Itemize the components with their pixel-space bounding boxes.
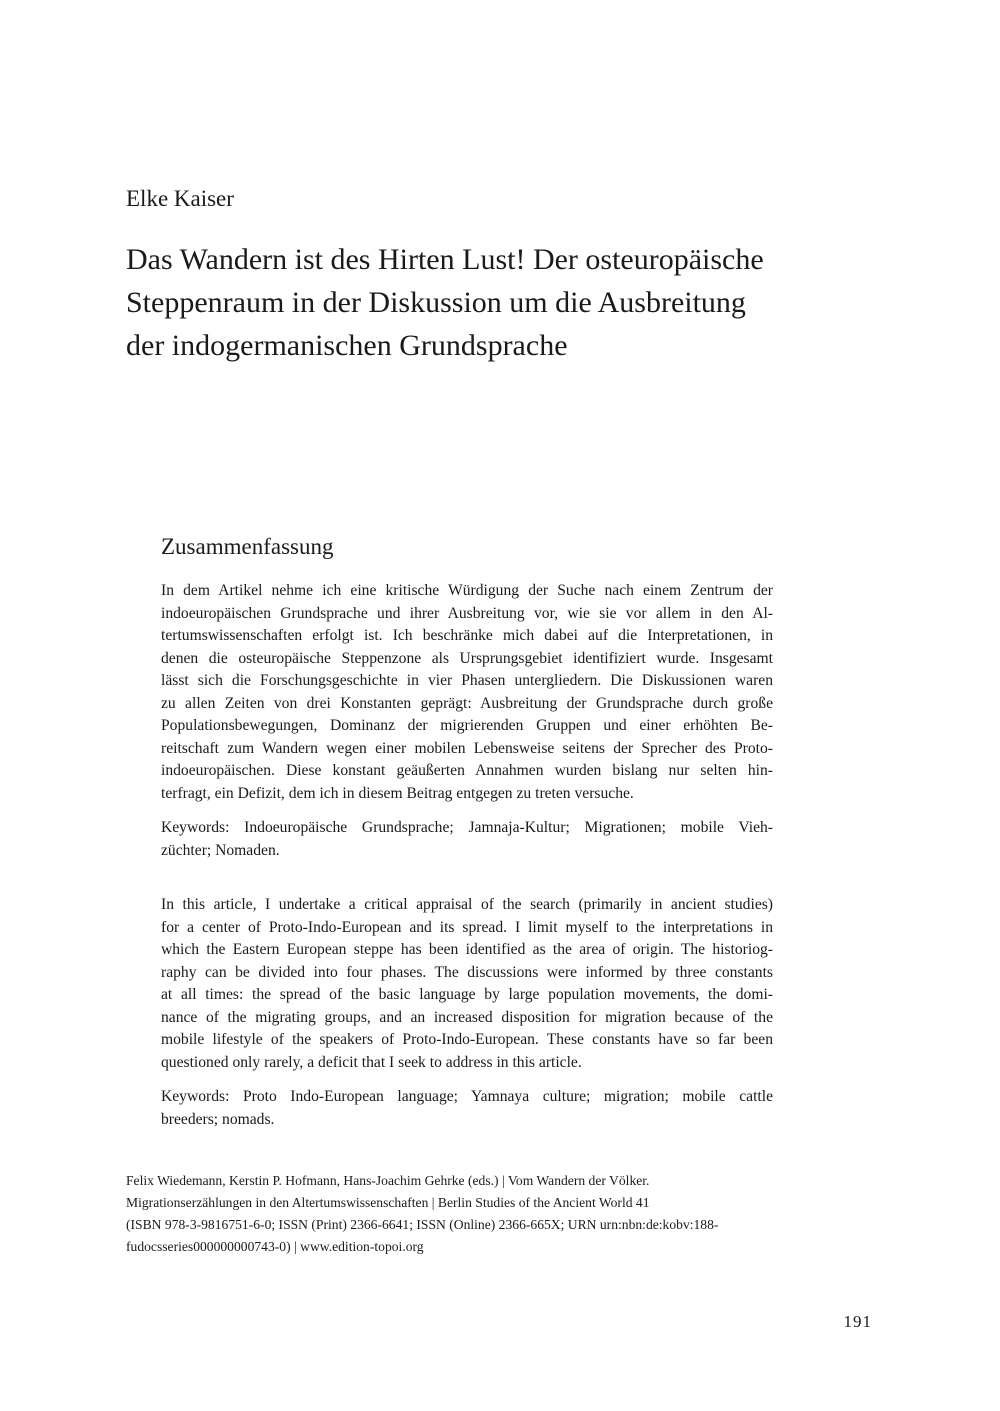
text-line: raphy can be divided into four phases. The discussions were informed by three constants <box>161 963 773 981</box>
german-keywords <box>161 817 773 862</box>
english-keywords <box>161 1086 773 1131</box>
english-abstract <box>161 894 773 1074</box>
text-line: lässt sich die Forschungsgeschichte in vier Phasen untergliedern. Die Diskussionen waren <box>161 672 773 689</box>
title-line: Steppenraum in der Diskussion um die Ausbreitung <box>126 286 746 319</box>
article-title <box>126 238 886 367</box>
text-line: which the Eastern European steppe has been identified as the area of origin. The historiog- <box>161 941 773 958</box>
text-line: at all times: the spread of the basic language by large population movements, the domi- <box>161 986 773 1003</box>
text-line: denen die osteuropäische Steppenzone als Ursprungsgebiet identifiziert wurde. Insgesamt <box>161 649 773 667</box>
text-line: indoeuropäischen Grundsprache und ihrer Ausbreitung vor, wie sie vor allem in den Al- <box>161 604 773 622</box>
title-line: Das Wandern ist des Hirten Lust! Der osteuropäische <box>126 243 764 276</box>
text-line: züchter; Nomaden. <box>161 841 280 859</box>
text-line: zu allen Zeiten von drei Konstanten geprägt: Ausbreitung der Grundsprache durch große <box>161 694 773 712</box>
text-line: questioned only rarely, a deficit that I seek to address in this article. <box>161 1053 582 1071</box>
text-line: terfragt, ein Defizit, dem ich in diesem Beitrag entgegen zu treten versuche. <box>161 784 634 802</box>
text-line: for a center of Proto-Indo-European and its spread. I limit myself to the interpretations in <box>161 918 773 936</box>
text-line: Keywords: Proto Indo-European language; Yamnaya culture; migration; mobile cattle <box>161 1088 773 1105</box>
text-line: mobile lifestyle of the speakers of Proto-Indo-European. These constants have so far been <box>161 1031 773 1048</box>
abstract-section <box>161 532 773 1131</box>
citation-footer <box>126 1170 786 1258</box>
text-line: tertumswissenschaften erfolgt ist. Ich beschränke mich dabei auf die Interpretationen, in <box>161 627 773 644</box>
german-abstract <box>161 580 773 805</box>
text-line: nance of the migrating groups, and an increased disposition for migration because of the <box>161 1008 773 1026</box>
abstract-heading: Zusammenfassung <box>161 534 334 559</box>
page-number: 191 <box>843 1312 872 1331</box>
text-line: Felix Wiedemann, Kerstin P. Hofmann, Hans-Joachim Gehrke (eds.) | Vom Wandern der Völker. <box>126 1173 650 1188</box>
text-line: indoeuropäischen. Diese konstant geäußerten Annahmen wurden bislang nur selten hin- <box>161 762 773 779</box>
text-line: fudocsseries000000000743-0) | www.edition-topoi.org <box>126 1239 424 1254</box>
title-line: der indogermanischen Grundsprache <box>126 329 568 362</box>
text-line: breeders; nomads. <box>161 1110 275 1128</box>
text-line: Migrationserzählungen in den Altertumswissenschaften | Berlin Studies of the Ancient World 41 <box>126 1195 650 1210</box>
text-line: Keywords: Indoeuropäische Grundsprache; Jamnaja-Kultur; Migrationen; mobile Vieh- <box>161 819 773 836</box>
author-name: Elke Kaiser <box>126 186 234 211</box>
text-line: reitschaft zum Wandern wegen einer mobilen Lebensweise seitens der Sprecher des Proto- <box>161 739 773 757</box>
text-line: In dem Artikel nehme ich eine kritische Würdigung der Suche nach einem Zentrum der <box>161 582 773 599</box>
text-line: In this article, I undertake a critical appraisal of the search (primarily in ancient studies) <box>161 896 773 913</box>
text-line: (ISBN 978-3-9816751-6-0; ISSN (Print) 2366-6641; ISSN (Online) 2366-665X; URN urn:nbn:de:kobv:188- <box>126 1217 719 1232</box>
text-line: Populationsbewegungen, Dominanz der migrierenden Gruppen und einer erhöhten Be- <box>161 717 773 734</box>
